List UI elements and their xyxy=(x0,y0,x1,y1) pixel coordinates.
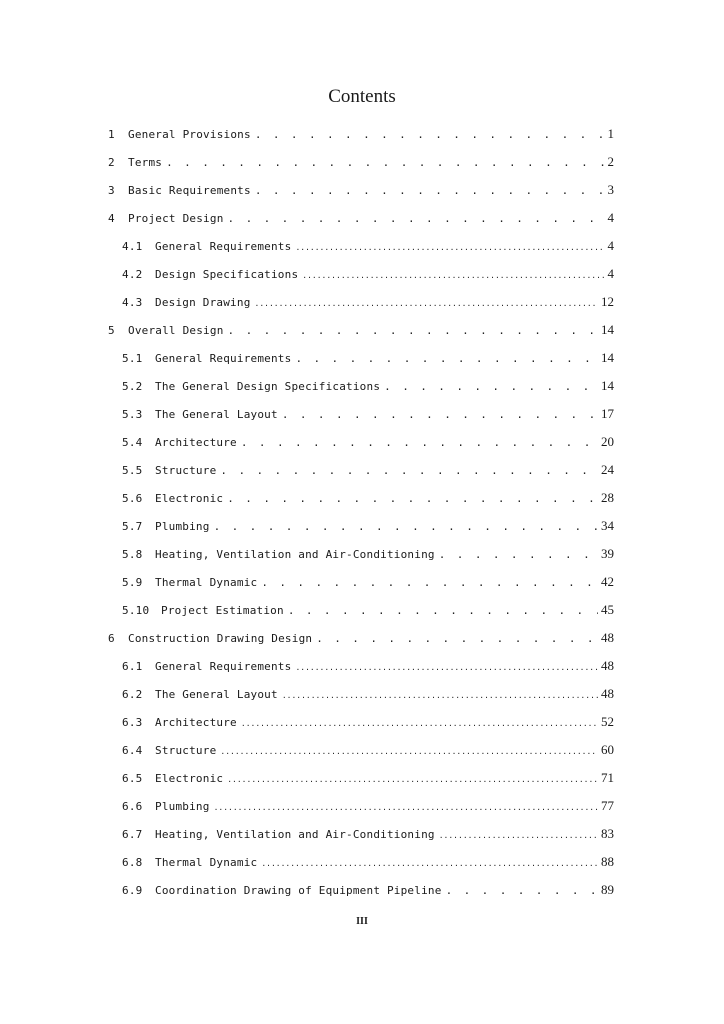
toc-page-number: 14 xyxy=(601,322,614,337)
toc-entry-text xyxy=(122,429,237,457)
toc-section-entry[interactable] xyxy=(108,428,614,456)
toc-page-number: 48 xyxy=(601,686,614,701)
toc-entry-title: Plumbing xyxy=(155,520,210,533)
toc-page-number: 48 xyxy=(601,630,614,645)
toc-entry-text xyxy=(122,373,380,401)
toc-entry-number: 3 xyxy=(108,184,115,197)
toc-entry-number: 1 xyxy=(108,128,115,141)
toc-entry-text xyxy=(122,821,435,849)
toc-entry-text xyxy=(122,849,257,877)
toc-chapter-entry[interactable] xyxy=(108,120,614,148)
toc-page-number: 14 xyxy=(601,350,614,365)
toc-entry-number: 5 xyxy=(108,324,115,337)
toc-dot-leader xyxy=(261,850,598,878)
toc-dot-leader xyxy=(220,738,598,766)
toc-chapter-entry[interactable] xyxy=(108,316,614,344)
toc-dot-leader xyxy=(282,682,598,710)
toc-entry-text xyxy=(122,569,257,597)
toc-entry-number: 6.8 xyxy=(122,856,143,869)
toc-entry-text xyxy=(122,457,216,485)
toc-entry-number: 5.3 xyxy=(122,408,143,421)
toc-chapter-entry[interactable] xyxy=(108,148,614,176)
toc-entry-text xyxy=(122,261,298,289)
toc-page-number: 24 xyxy=(601,462,614,477)
toc-entry-text xyxy=(108,121,251,149)
toc-dot-leader xyxy=(255,177,605,205)
toc-entry-title: General Requirements xyxy=(155,240,292,253)
toc-section-entry[interactable] xyxy=(108,708,614,736)
toc-page-number: 39 xyxy=(601,546,614,561)
toc-entry-title: Electronic xyxy=(155,772,224,785)
toc-entry-number: 4.3 xyxy=(122,296,143,309)
toc-entry-title: General Provisions xyxy=(128,128,251,141)
toc-entry-text xyxy=(122,737,216,765)
toc-entry-text xyxy=(122,513,210,541)
toc-section-entry[interactable] xyxy=(108,344,614,372)
toc-entry-number: 2 xyxy=(108,156,115,169)
toc-dot-leader xyxy=(439,541,598,569)
toc-entry-title: Thermal Dynamic xyxy=(155,576,258,589)
toc-dot-leader xyxy=(295,654,598,682)
toc-dot-leader xyxy=(316,625,598,653)
toc-page-number: 42 xyxy=(601,574,614,589)
toc-entry-text xyxy=(108,625,312,653)
toc-section-entry[interactable] xyxy=(108,596,614,624)
toc-section-entry[interactable] xyxy=(108,680,614,708)
toc-page-number: 4 xyxy=(607,266,614,281)
toc-page-number: 60 xyxy=(601,742,614,757)
toc-dot-leader xyxy=(227,766,598,794)
toc-entry-text xyxy=(108,177,251,205)
toc-chapter-entry[interactable] xyxy=(108,204,614,232)
toc-section-entry[interactable] xyxy=(108,540,614,568)
toc-chapter-entry[interactable] xyxy=(108,176,614,204)
toc-dot-leader xyxy=(227,485,598,513)
toc-dot-leader xyxy=(241,429,598,457)
toc-entry-number: 5.8 xyxy=(122,548,143,561)
toc-entry-title: Structure xyxy=(155,744,217,757)
toc-section-entry[interactable] xyxy=(108,848,614,876)
toc-entry-title: Thermal Dynamic xyxy=(155,856,258,869)
toc-entry-number: 5.9 xyxy=(122,576,143,589)
toc-entry-title: Overall Design xyxy=(128,324,224,337)
toc-entry-title: Heating, Ventilation and Air-Conditioning xyxy=(155,548,435,561)
toc-page-number: 45 xyxy=(601,602,614,617)
toc-entry-text xyxy=(122,233,291,261)
toc-page-number: 52 xyxy=(601,714,614,729)
toc-entry-title: Construction Drawing Design xyxy=(128,632,313,645)
toc-entry-title: The General Layout xyxy=(155,408,278,421)
table-of-contents xyxy=(108,120,614,904)
toc-entry-text xyxy=(122,681,278,709)
page-title: Contents xyxy=(328,86,396,107)
toc-entry-text xyxy=(122,877,442,905)
toc-section-entry[interactable] xyxy=(108,372,614,400)
toc-page-number: 20 xyxy=(601,434,614,449)
toc-entry-title: Plumbing xyxy=(155,800,210,813)
toc-section-entry[interactable] xyxy=(108,456,614,484)
toc-section-entry[interactable] xyxy=(108,484,614,512)
toc-entry-title: Architecture xyxy=(155,716,237,729)
toc-entry-text xyxy=(122,345,291,373)
toc-entry-text xyxy=(108,317,224,345)
toc-dot-leader xyxy=(228,317,598,345)
toc-section-entry[interactable] xyxy=(108,792,614,820)
toc-entry-title: Basic Requirements xyxy=(128,184,251,197)
toc-entry-number: 5.6 xyxy=(122,492,143,505)
toc-entry-title: Structure xyxy=(155,464,217,477)
toc-dot-leader xyxy=(282,401,598,429)
toc-entry-number: 4.1 xyxy=(122,240,143,253)
toc-page-number: 77 xyxy=(601,798,614,813)
toc-entry-title: Project Design xyxy=(128,212,224,225)
toc-page-number: 3 xyxy=(607,182,614,197)
toc-section-entry[interactable] xyxy=(108,876,614,904)
toc-section-entry[interactable] xyxy=(108,568,614,596)
toc-entry-number: 6.4 xyxy=(122,744,143,757)
toc-entry-number: 6.6 xyxy=(122,800,143,813)
toc-page-number: 4 xyxy=(607,210,614,225)
toc-entry-text xyxy=(122,289,251,317)
toc-page-number: 14 xyxy=(601,378,614,393)
toc-section-entry[interactable] xyxy=(108,736,614,764)
toc-dot-leader xyxy=(288,597,598,625)
toc-entry-title: Electronic xyxy=(155,492,224,505)
toc-section-entry[interactable] xyxy=(108,764,614,792)
toc-entry-number: 5.5 xyxy=(122,464,143,477)
toc-page-number: 17 xyxy=(601,406,614,421)
toc-section-entry[interactable] xyxy=(108,820,614,848)
toc-dot-leader xyxy=(228,205,605,233)
toc-dot-leader xyxy=(302,262,604,290)
toc-entry-number: 5.1 xyxy=(122,352,143,365)
toc-page-number: 88 xyxy=(601,854,614,869)
toc-entry-title: Heating, Ventilation and Air-Conditioning xyxy=(155,828,435,841)
toc-entry-number: 5.7 xyxy=(122,520,143,533)
toc-entry-text xyxy=(108,205,224,233)
toc-dot-leader xyxy=(241,710,598,738)
toc-dot-leader xyxy=(214,794,598,822)
toc-dot-leader xyxy=(166,149,604,177)
toc-dot-leader xyxy=(255,121,605,149)
toc-entry-number: 6.3 xyxy=(122,716,143,729)
toc-entry-number: 6.1 xyxy=(122,660,143,673)
page-number-label: III xyxy=(356,916,368,927)
toc-page-number: 28 xyxy=(601,490,614,505)
toc-page-number: 71 xyxy=(601,770,614,785)
toc-entry-number: 6 xyxy=(108,632,115,645)
toc-dot-leader xyxy=(446,877,598,905)
toc-page-number: 12 xyxy=(601,294,614,309)
toc-entry-number: 5.2 xyxy=(122,380,143,393)
toc-section-entry[interactable] xyxy=(108,288,614,316)
toc-entry-title: General Requirements xyxy=(155,352,292,365)
toc-dot-leader xyxy=(295,345,598,373)
toc-dot-leader xyxy=(261,569,598,597)
toc-entry-number: 6.5 xyxy=(122,772,143,785)
toc-page-number: 89 xyxy=(601,882,614,897)
toc-dot-leader xyxy=(384,373,598,401)
toc-page-number: 34 xyxy=(601,518,614,533)
toc-entry-number: 5.10 xyxy=(122,604,150,617)
toc-entry-number: 4.2 xyxy=(122,268,143,281)
toc-entry-number: 4 xyxy=(108,212,115,225)
toc-section-entry[interactable] xyxy=(108,512,614,540)
toc-section-entry[interactable] xyxy=(108,652,614,680)
toc-page-number: 83 xyxy=(601,826,614,841)
toc-entry-title: The General Layout xyxy=(155,688,278,701)
toc-entry-text xyxy=(122,485,223,513)
toc-entry-title: Project Estimation xyxy=(161,604,284,617)
toc-page-number: 2 xyxy=(607,154,614,169)
toc-entry-title: Design Specifications xyxy=(155,268,299,281)
toc-entry-text xyxy=(122,597,284,625)
toc-page-number: 1 xyxy=(607,126,614,141)
toc-dot-leader xyxy=(214,513,598,541)
toc-dot-leader xyxy=(255,290,598,318)
toc-entry-text xyxy=(122,793,210,821)
toc-entry-title: The General Design Specifications xyxy=(155,380,381,393)
toc-dot-leader xyxy=(295,234,604,262)
toc-entry-number: 5.4 xyxy=(122,436,143,449)
toc-section-entry[interactable] xyxy=(108,232,614,260)
toc-entry-text xyxy=(122,709,237,737)
toc-entry-number: 6.7 xyxy=(122,828,143,841)
toc-chapter-entry[interactable] xyxy=(108,624,614,652)
toc-entry-text xyxy=(122,765,223,793)
toc-entry-number: 6.9 xyxy=(122,884,143,897)
toc-entry-text xyxy=(122,401,278,429)
toc-dot-leader xyxy=(439,822,598,850)
toc-entry-title: Architecture xyxy=(155,436,237,449)
toc-entry-title: Terms xyxy=(128,156,163,169)
toc-entry-title: Design Drawing xyxy=(155,296,251,309)
toc-entry-text xyxy=(122,653,291,681)
toc-entry-number: 6.2 xyxy=(122,688,143,701)
toc-entry-text xyxy=(122,541,435,569)
toc-section-entry[interactable] xyxy=(108,260,614,288)
toc-section-entry[interactable] xyxy=(108,400,614,428)
toc-entry-title: General Requirements xyxy=(155,660,292,673)
toc-page-number: 48 xyxy=(601,658,614,673)
toc-page-number: 4 xyxy=(607,238,614,253)
toc-entry-title: Coordination Drawing of Equipment Pipeline xyxy=(155,884,442,897)
toc-entry-text xyxy=(108,149,162,177)
toc-dot-leader xyxy=(220,457,598,485)
